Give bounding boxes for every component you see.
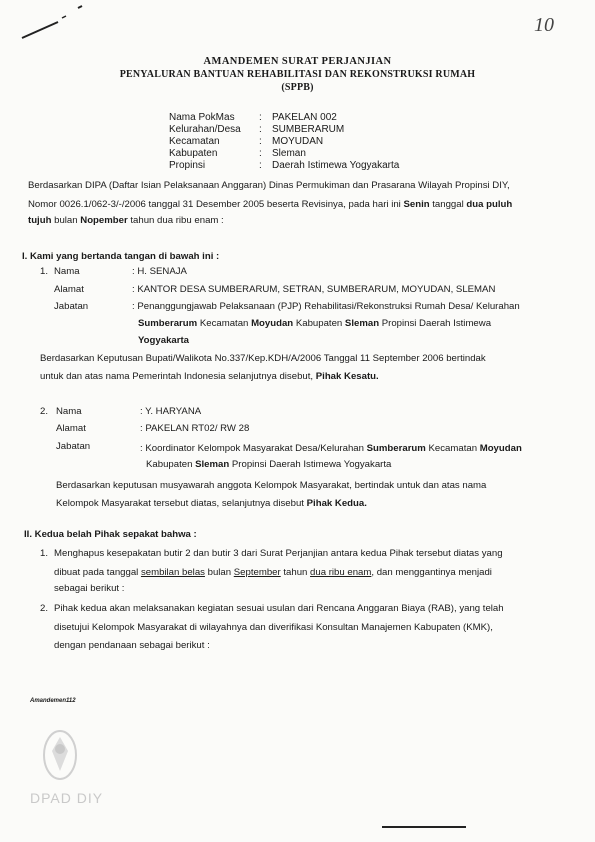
identity-label: Propinsi — [169, 160, 206, 171]
village-name: Sumberarum — [366, 443, 426, 454]
intro-day: Senin — [403, 199, 430, 210]
text: untuk dan atas nama Pemerintah Indonesia selanjutnya disebut, — [40, 371, 316, 382]
field-value: Yogyakarta — [138, 335, 190, 346]
intro-text: tahun dua ribu enam : — [127, 215, 224, 226]
bottom-rule — [382, 826, 466, 828]
field-label: Nama — [54, 266, 80, 277]
text: tahun — [280, 567, 311, 578]
field-label: Alamat — [54, 284, 84, 295]
document-subtitle: PENYALURAN BANTUAN REHABILITASI DAN REKONSTRUKSI RUMAH — [119, 69, 476, 80]
document-abbreviation: (SPPB) — [281, 82, 314, 93]
basis-line: Berdasarkan Keputusan Bupati/Walikota No.337/Kep.KDH/A/2006 Tanggal 11 September 2006 bertindak — [40, 353, 486, 364]
identity-value: MOYUDAN — [272, 136, 324, 147]
identity-separator: : — [259, 148, 262, 159]
field-value — [146, 459, 391, 472]
item-line: Pihak kedua akan melaksanakan kegiatan sesuai usulan dari Rencana Anggaran Biaya (RAB), yang telah — [54, 603, 504, 614]
regency-name: Sleman — [344, 318, 380, 329]
intro-date: tujuh — [28, 215, 52, 226]
identity-separator: : — [259, 124, 262, 135]
field-label: Jabatan — [56, 441, 91, 452]
document-title: AMANDEMEN SURAT PERJANJIAN — [203, 56, 392, 67]
intro-text: tanggal — [429, 199, 467, 210]
intro-text: bulan — [51, 215, 81, 226]
field-label: Alamat — [56, 423, 86, 434]
intro-line — [28, 199, 512, 212]
party-number: 2. — [40, 406, 49, 417]
item-number: 1. — [40, 548, 49, 559]
item-line — [54, 567, 492, 580]
date-year: dua ribu enam — [310, 567, 372, 578]
intro-line: Berdasarkan DIPA (Daftar Isian Pelaksanaan Anggaran) Dinas Permukiman dan Prasarana Wilayah Propinsi DIY, — [28, 180, 510, 191]
text: Kecamatan — [197, 318, 252, 329]
item-line: dengan pendanaan sebagai berikut : — [54, 640, 210, 651]
identity-label: Kabupaten — [169, 148, 218, 159]
field-label: Nama — [56, 406, 82, 417]
field-value: : PAKELAN RT02/ RW 28 — [140, 423, 250, 434]
party-designation: Pihak Kesatu. — [315, 371, 379, 382]
watermark-text: DPAD DIY — [30, 790, 104, 806]
text: dibuat pada tanggal — [54, 567, 141, 578]
basis-line: Berdasarkan keputusan musyawarah anggota Kelompok Masyarakat, bertindak untuk dan atas nama — [56, 480, 487, 491]
section-heading: II. Kedua belah Pihak sepakat bahwa : — [24, 529, 197, 540]
identity-label: Kecamatan — [169, 136, 220, 147]
date-day: sembilan belas — [140, 567, 205, 578]
identity-separator: : — [259, 160, 262, 171]
field-value — [140, 443, 522, 456]
basis-line — [56, 498, 367, 511]
identity-value: Sleman — [272, 148, 306, 159]
text: Kelompok Masyarakat tersebut diatas, selanjutnya disebut — [56, 498, 307, 509]
field-value — [138, 318, 491, 331]
item-line: disetujui Kelompok Masyarakat di wilayahnya dan diverifikasi Konsultan Manajemen Kabupaten (KMK), — [54, 622, 493, 633]
text: Kabupaten — [146, 459, 196, 470]
identity-separator: : — [259, 112, 262, 123]
item-number: 2. — [40, 603, 49, 614]
item-line: sebagai berikut : — [54, 583, 125, 594]
text: , dan menggantinya menjadi — [371, 567, 492, 578]
intro-text: Nomor 0026.1/062-3/-/2006 tanggal 31 Desember 2005 beserta Revisinya, pada hari ini — [28, 199, 404, 210]
intro-month: Nopember — [80, 215, 128, 226]
identity-value: SUMBERARUM — [272, 124, 345, 135]
intro-date: dua puluh — [466, 199, 513, 210]
text: Propinsi Daerah Istimewa — [379, 318, 492, 329]
party-number: 1. — [40, 266, 49, 277]
item-line: Menghapus kesepakatan butir 2 dan butir 3 dari Surat Perjanjian antara kedua Pihak tersebut diatas yang — [54, 548, 503, 559]
field-value: : Y. HARYANA — [140, 406, 202, 417]
intro-line — [28, 215, 224, 228]
identity-separator: : — [259, 136, 262, 147]
text: bulan — [204, 567, 234, 578]
village-name: Sumberarum — [138, 318, 198, 329]
regency-name: Sleman — [195, 459, 230, 470]
field-label: Jabatan — [54, 301, 89, 312]
field-value: : KANTOR DESA SUMBERARUM, SETRAN, SUMBERARUM, MOYUDAN, SLEMAN — [132, 284, 496, 295]
handwritten-page-number: 10 — [534, 14, 554, 36]
district-name: Moyudan — [251, 318, 294, 329]
text: Kabupaten — [293, 318, 345, 329]
date-month: September — [233, 567, 281, 578]
text: Kecamatan — [425, 443, 480, 454]
field-value: : Penanggungjawab Pelaksanaan (PJP) Rehabilitasi/Rekonstruksi Rumah Desa/ Kelurahan — [132, 301, 520, 312]
dpad-seal-icon — [40, 725, 80, 785]
section-heading: I. Kami yang bertanda tangan di bawah ini : — [22, 251, 220, 262]
basis-line — [40, 371, 379, 384]
text: Propinsi Daerah Istimewa Yogyakarta — [229, 459, 392, 470]
text: : Koordinator Kelompok Masyarakat Desa/Kelurahan — [140, 443, 367, 454]
pen-scribble-mark — [18, 2, 88, 42]
identity-label: Nama PokMas — [169, 112, 235, 123]
identity-value: PAKELAN 002 — [272, 112, 337, 123]
identity-label: Kelurahan/Desa — [169, 124, 241, 135]
file-name-label: Amandemen112 — [30, 698, 76, 704]
party-designation: Pihak Kedua. — [306, 498, 367, 509]
field-value: : H. SENAJA — [132, 266, 187, 277]
district-name: Moyudan — [479, 443, 522, 454]
identity-value: Daerah Istimewa Yogyakarta — [272, 160, 400, 171]
